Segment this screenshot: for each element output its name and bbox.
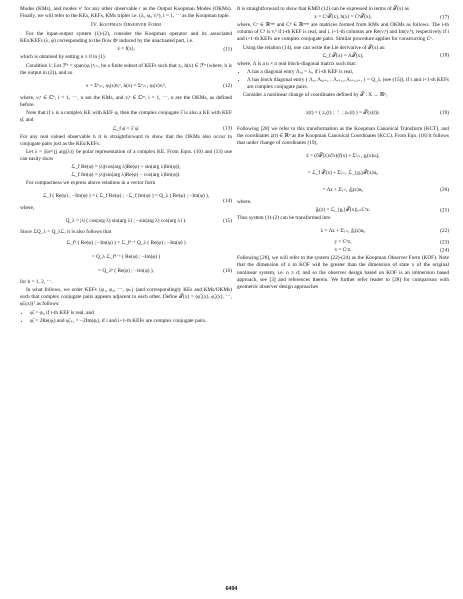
equation-number: (12)	[223, 82, 232, 89]
equation-number: (11)	[223, 46, 232, 53]
paragraph: Following [28] we refer to this transformation as the Koopman Canonical Transform (KCT), and the coordinates z(t) ∈ ℝⁿ as the Koopman Canonical Coordinates (KCC). From Eqn. (18) it follows that under change of coordinates (19),	[237, 125, 449, 146]
paragraph: for k = 1, 2, ⋯.	[20, 278, 53, 285]
paragraph: Following [28], we will refer to the system (22)-(24) as the Koopman Observer Form (KOF). Note that the dimension of z in KOF will be greater than the dimension of state x of the original nonlinear system, i.e. n ≥ d; and so the observer design based on KOF is an immersion based approach, see [3] and references therein. We further refer reader to [28] for comparison with geometric observer design approaches	[237, 255, 449, 290]
equation-11	[20, 46, 232, 53]
equation-22	[237, 223, 449, 238]
paragraph: Using the relation (14), one can write the Lie derivative of 𝒯(x) as:	[243, 44, 386, 51]
equation-21	[237, 207, 449, 214]
equation-number: (16)	[223, 268, 232, 275]
equation-number: (21)	[440, 207, 449, 214]
paragraph: In what follows, we order KEFs {φ₁, φ₂, ⋯, φₙ} (and correspondingly KEs and KMs/OKMs) such that complex conjugate pairs appears adjacent to each other. Define 𝒯(x) = (φ̃₁(x), φ̃₂(x), ⋯, φ̃ₙ(x))ᵀ as follows:	[20, 287, 232, 308]
equation-23	[237, 239, 449, 246]
equation-15	[20, 214, 232, 228]
paragraph: where, Λ is a n × n real block-diagonal matrix such that:	[237, 60, 357, 67]
equation-body: ℒ_f φ̄ = λ̄ φ̄.	[112, 125, 140, 132]
equation-16a	[20, 237, 232, 250]
section-heading: IV. Koopman Observer Form	[91, 22, 161, 29]
equation-17	[237, 14, 449, 21]
equation-body: ż = (∂𝒯(x)/∂x)(f(x) + Σˡᵢ₌₁ gᵢ(x)uᵢ),	[306, 152, 380, 159]
equation-12	[20, 78, 232, 94]
equation-14b	[20, 172, 232, 179]
equation-body: x = Cˣ𝒯(x), h(x) = Cʰ𝒯(x),	[314, 14, 372, 21]
equation-body: ℒ_f 𝒯(x) = Λ𝒯(x),	[322, 52, 364, 59]
paragraph: Since ℒQ_λ = Q_λℒ, it is also follows that	[20, 228, 112, 235]
paragraph: Condition 1: Let ℱⁿ = span{φᵢ}ⁿᵢ₌₁ be a finite subset of KEFs such that xᵢ, h(x) ∈ ℱⁿ (where, h is the output in (2)), and so	[20, 62, 232, 76]
equation-number: (17)	[440, 14, 449, 21]
equation-body: x = Σⁿᵢ₌₁ φᵢ(x)vᵢˣ, h(x) = Σⁿᵢ₌₁ φᵢ(x)vᵢʰ,	[85, 82, 167, 89]
paragraph: where, Cˣ ∈ ℝᵈˣⁿ and Cʰ ∈ ℝᵐˣⁿ are matrices formed from KMs and OKMs as follows. The i-th column of Cʰ is vᵢʰ if i-th KEF is real, and i, i+1-th columns are Re(vᵢʰ) and Im(vᵢʰ), respectively if i and i+1-th KEFs are complex conjugate pairs. Similar procedure applies for constructing Cˣ.	[237, 22, 449, 43]
equation-body: = Λz + Σˡᵢ₌₁ g̃ᵢ(z)uᵢ,	[322, 186, 364, 193]
equation-body: ℒ_fᵏ ( Re(φ) ; −Im(φ) ) = ℒ_fᵏ⁻¹ Q_λ ( Re(φ) ; −Im(φ) )	[66, 240, 186, 247]
list-item: • Λ has block diagonal entry ( Λᵢ,ᵢ Λᵢ,ᵢ₊₁ ; Λᵢ₊₁,ᵢ Λᵢ₊₁,ᵢ₊₁ ) = Q_λᵢ (see (15)), if i and i+1-th KEFs are complex conjugate pairs.	[247, 77, 449, 91]
paragraph: For the input-output system (1)-(2), consider the Koopman operator and its associated KEs/KEFs (λ, φ) corresponding to the flow Φᵗ induced by the unactuated part, i.e.	[20, 31, 232, 45]
list-item: • φ̃ᵢ = φᵢ, if i-th KEF is real, and	[30, 310, 232, 317]
equation-body: ẋ = f(x),	[117, 46, 135, 53]
equation-body: ℒ_f Im(φ) = |λ|(sin(arg λ)Re(φ) − cos(arg λ)Im(φ)).	[71, 172, 181, 179]
bullet-list	[237, 69, 449, 91]
equation-16c	[20, 265, 232, 278]
equation-20b	[237, 165, 449, 181]
paragraph: Modes (KMs), and modes vᶠ for any other observable r as the Output Koopman Modes (OKMs). Finally, we will refer to the KEs, KEFs, KMs triplet i.e. (λᵢ, φᵢ, vᵢʰ), i = 1, ⋯ as the Koopman tuple.	[20, 6, 232, 20]
paragraph: where, vᵢˣ ∈ ℂᵈ, i = 1, ⋯, n are the KMs, and vᵢʰ ∈ ℂᵐ, i = 1, ⋯, n are the OKMs, as defined before.	[20, 94, 232, 109]
equation-body: ż = Λz + Σˡᵢ₌₁ g̃ᵢ(z)uᵢ,	[320, 227, 366, 234]
paragraph: For any real valued observable h it is straightforward to show that the OKMs also occur in conjugate pairs just as the KEs/KEFs.	[20, 133, 232, 147]
equation-20c	[237, 182, 449, 198]
equation-body: = Q_λᵏ ( Re(φ) ; −Im(φ) ),	[98, 268, 154, 275]
equation-number: (22)	[440, 227, 449, 234]
equation-19	[237, 101, 449, 125]
equation-number: (23)	[440, 239, 449, 246]
equation-14a	[20, 164, 232, 171]
page-number: 6494	[225, 586, 238, 592]
equation-body: z(t) = ( z₁(t) ; ⋮ ; zₙ(t) ) = 𝒯(x(t)).	[306, 109, 380, 116]
paragraph: Consider a nonlinear change of coordinates defined by 𝒯 : X → ℝⁿ,	[243, 92, 388, 99]
equation-body: Q_λ = |λ| ( cos(arg λ) sin(arg λ) ; −sin(arg λ) cos(arg λ) ).	[65, 217, 187, 224]
equation-number: (13)	[223, 125, 232, 132]
equation-number: (20)	[440, 186, 449, 193]
equation-number: (24)	[440, 247, 449, 254]
equation-13	[20, 126, 232, 133]
paragraph: where,	[237, 198, 252, 205]
equation-20a	[237, 148, 449, 164]
equation-number: (14)	[223, 198, 232, 205]
paragraph: Thus system (1)-(2) can be transformed into	[237, 215, 331, 222]
equation-body: ℒ_f Re(φ) = |λ|(cos(arg λ)Re(φ) + sin(arg λ)Im(φ)),	[71, 164, 181, 171]
equation-18	[237, 53, 449, 60]
equation-16b	[20, 251, 232, 264]
paragraph: For compactness we express above relations in a vector form	[26, 180, 156, 187]
paragraph: It is straightforward to show that KMD (12) can be expressed in terms of 𝒯(x) as	[237, 6, 409, 12]
equation-body: = ℒ_f 𝒯(x) + Σˡᵢ₌₁ ℒ_{gᵢ}𝒯(x)uᵢ,	[307, 169, 379, 176]
equation-body: g̃ᵢ(z) = ℒ_{gᵢ}𝒯(x)|ₓ₌Cˣz.	[315, 207, 371, 214]
equation-body: x = Cˣz.	[334, 247, 352, 254]
paragraph: Note that if λ is a complex KE with KEF φ, then the complex conjugate λ̄ is also a KE with KEF φ̄, and	[20, 110, 232, 124]
equation-body: = Q_λ ℒ_fᵏ⁻¹ ( Re(φ) ; −Im(φ) )	[91, 254, 161, 261]
right-column	[237, 6, 449, 292]
equation-number: (15)	[223, 217, 232, 224]
equation-24	[237, 247, 449, 254]
left-column	[20, 6, 232, 326]
equation-number: (18)	[440, 52, 449, 59]
paragraph: where,	[20, 205, 35, 212]
equation-number: (19)	[440, 109, 449, 116]
list-item: • φ̃ᵢ = 2Re(φᵢ) and φ̃ᵢ₊₁ = −2Im(φᵢ), if i and i+1-th KEFs are complex conjugate pairs.	[30, 318, 232, 325]
list-item: • Λ has a diagonal entry Λᵢ,ᵢ = λᵢ, if i-th KEF is real,	[247, 69, 449, 76]
bullet-list	[20, 310, 232, 325]
equation-body: ℒ_f ( Re(φ) ; −Im(φ) ) = ( ℒ_f Re(φ) ; −ℒ_f Im(φ) ) = Q_λ ( Re(φ) ; −Im(φ) ),	[42, 193, 210, 200]
paragraph: which is obtained by setting u ≡ 0 in (1).	[20, 54, 106, 61]
paragraph: Let λ = |λ|e^{j arg(λ)} be polar representation of a complex KE. From Eqns. (10) and (13) one can easily show	[20, 148, 232, 162]
equation-body: y = Cʰz,	[334, 239, 352, 246]
equation-14	[20, 188, 232, 204]
